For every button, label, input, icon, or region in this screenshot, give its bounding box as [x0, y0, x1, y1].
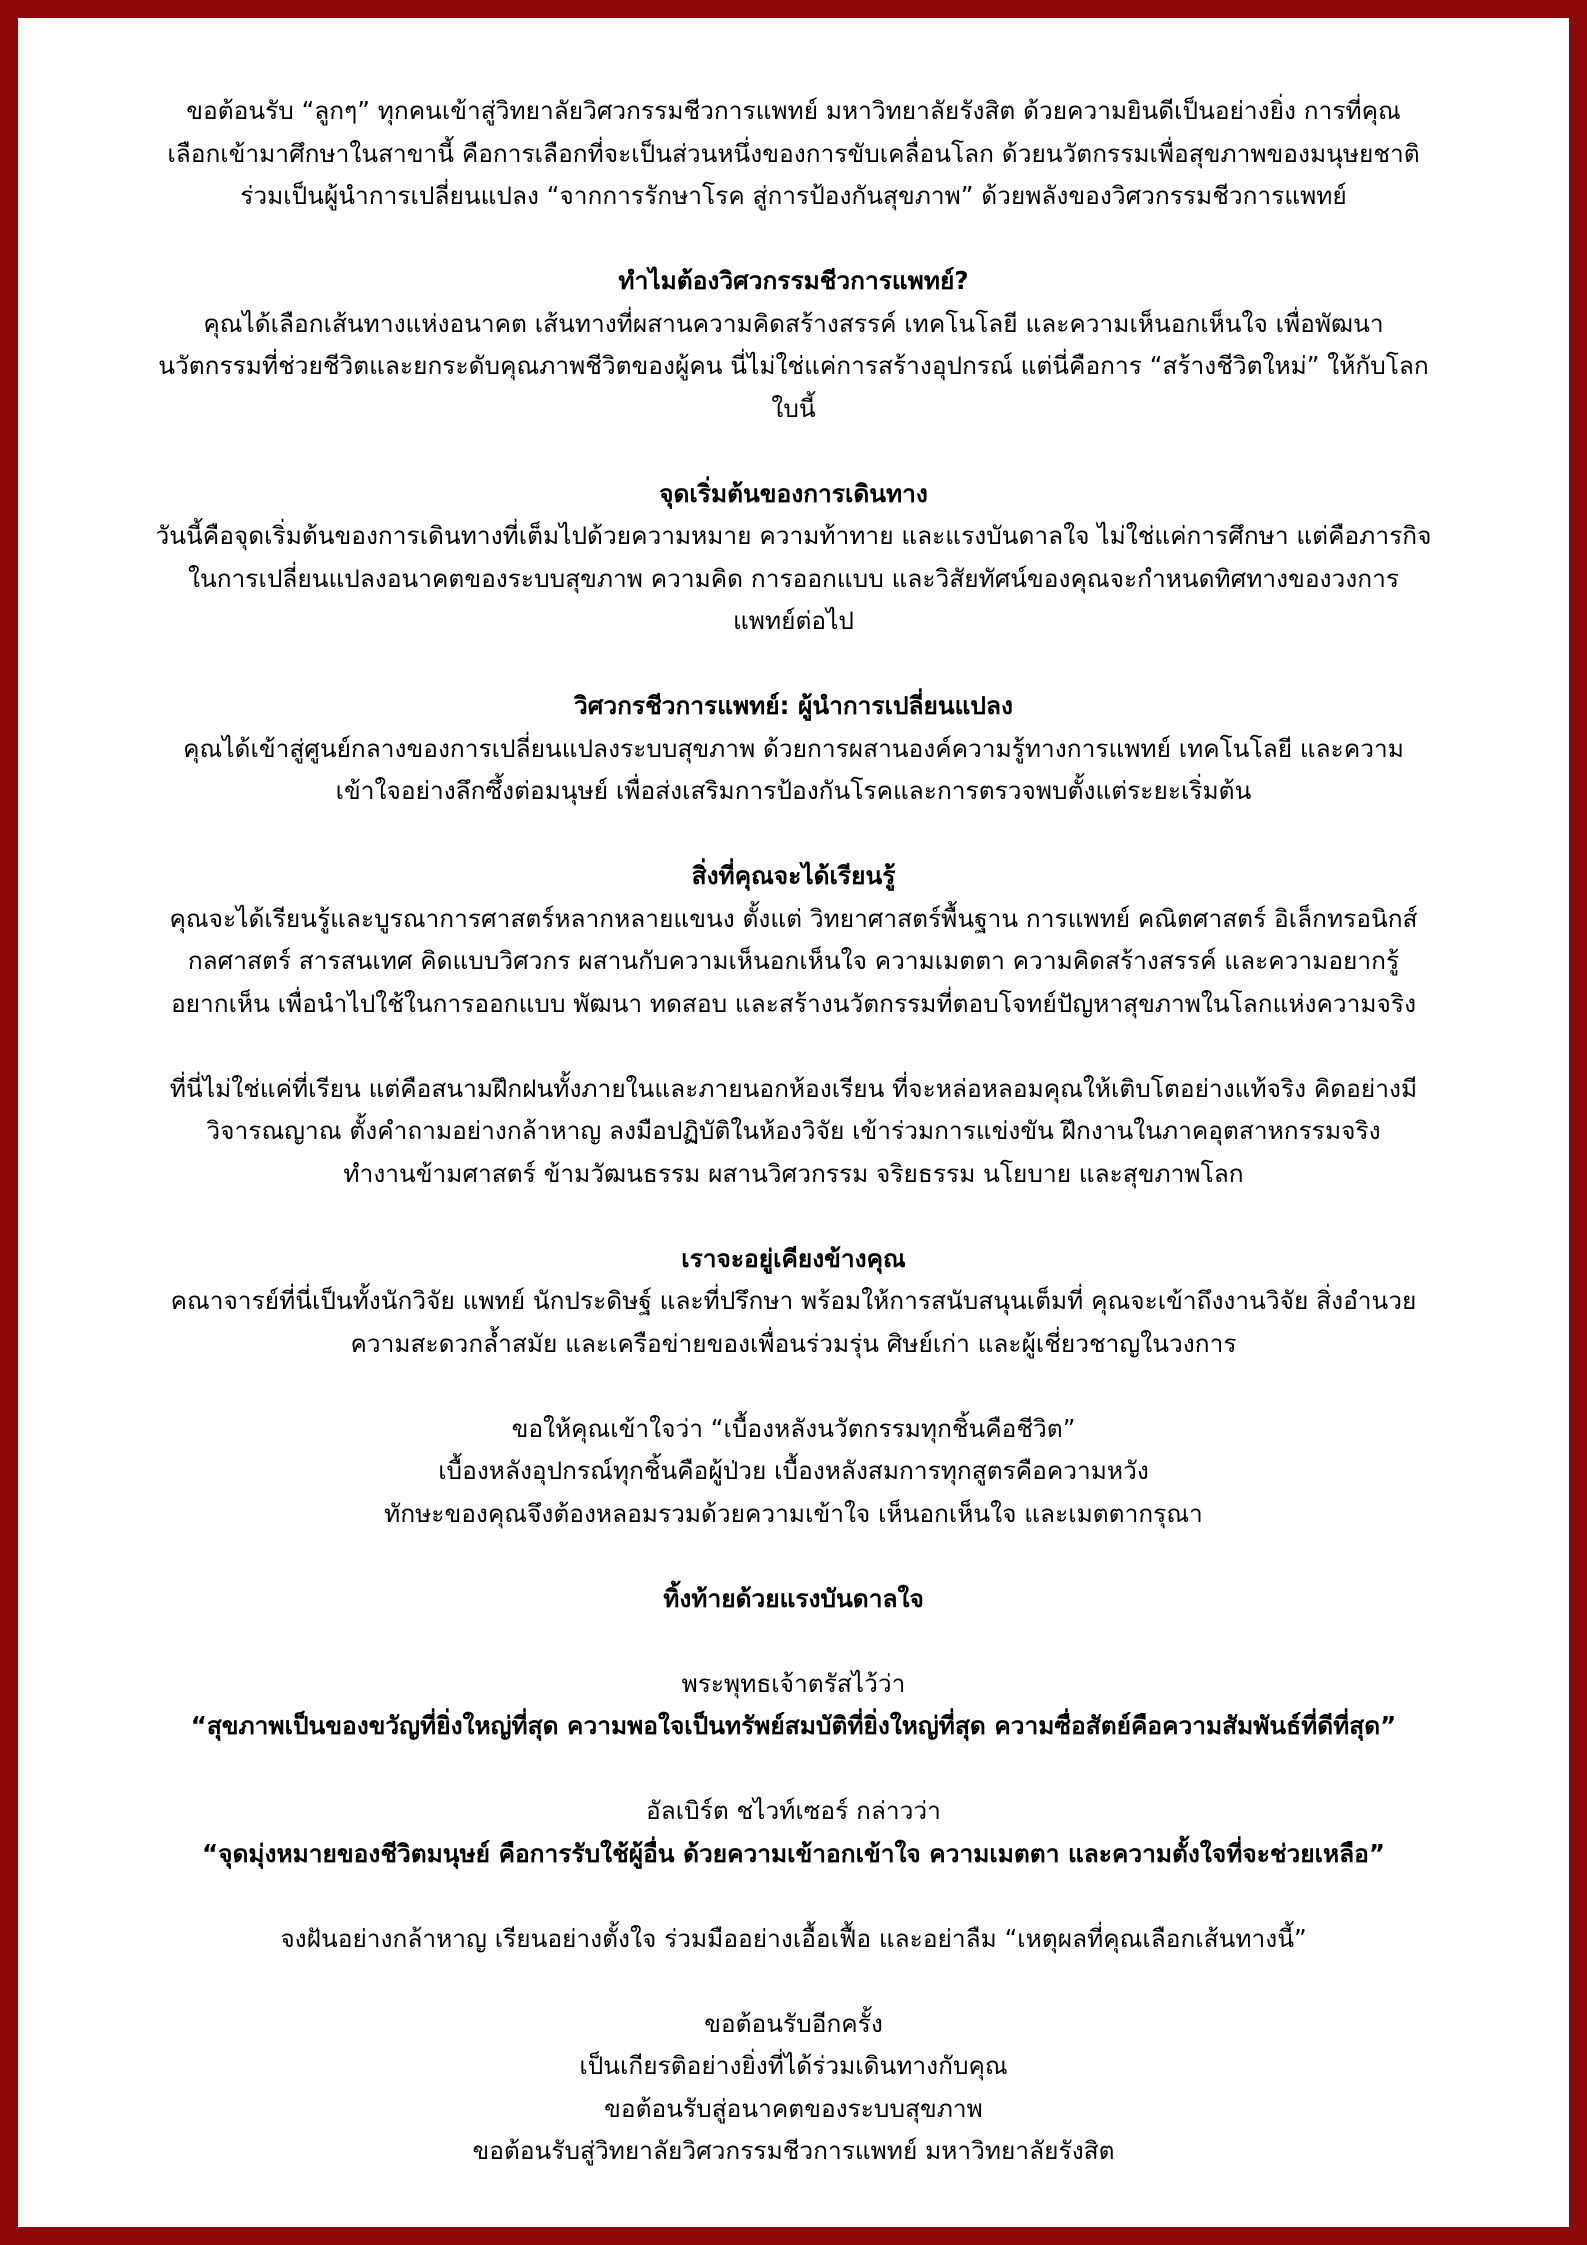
body-line: เบื้องหลังอุปกรณ์ทุกชิ้นคือผู้ป่วย เบื้องหลังสมการทุกสูตรคือความหวัง — [438, 1456, 1149, 1485]
dream-line: จงฝันอย่างกล้าหาญ เรียนอย่างตั้งใจ ร่วมมืออย่างเอื้อเฟื้อ และอย่าลืม “เหตุผลที่คุณเลือกเส้นทางนี้” — [280, 1923, 1307, 1953]
buddha-attribution: พระพุทธเจ้าตรัสไว้ว่า — [681, 1668, 906, 1698]
schweitzer-attribution: อัลเบิร์ต ชไวท์เซอร์ กล่าวว่า — [646, 1796, 941, 1825]
closing-line: ขอต้อนรับสู่วิทยาลัยวิศวกรรมชีวการแพทย์ มหาวิทยาลัยรังสิต — [472, 2136, 1115, 2165]
body-line: นวัตกรรมที่ช่วยชีวิตและยกระดับคุณภาพชีวิตของผู้คน นี่ไม่ใช่แค่การสร้างอุปกรณ์ แต่นี่คือการ “สร้างชีวิตใหม่” ให้กับโลก — [158, 351, 1429, 380]
section-body-practice — [40, 1068, 1547, 1196]
section-body-start — [40, 515, 1547, 643]
section-heading-inspire: ทิ้งท้ายด้วยแรงบันดาลใจ — [663, 1583, 924, 1613]
welcome-letter — [40, 90, 1547, 2173]
schweitzer-quote: “จุดมุ่งหมายของชีวิตมนุษย์ คือการรับใช้ผู้อื่น ด้วยความเข้าอกเข้าใจ ความเมตตา และความตั้งใจที่จะช่วยเหลือ” — [202, 1838, 1385, 1868]
body-line: คณาจารย์ที่นี่เป็นทั้งนักวิจัย แพทย์ นักประดิษฐ์ และที่ปรึกษา พร้อมให้การสนับสนุนเต็มที่ คุณจะเข้าถึงงานวิจัย สิ่งอำนวย — [170, 1286, 1417, 1315]
buddha-quote: “สุขภาพเป็นของขวัญที่ยิ่งใหญ่ที่สุด ความพอใจเป็นทรัพย์สมบัติที่ยิ่งใหญ่ที่สุด ความซื่อสัตย์คือความสัมพันธ์ที่ดีที่สุด” — [190, 1711, 1397, 1740]
intro-line: ขอต้อนรับ “ลูกๆ” ทุกคนเข้าสู่วิทยาลัยวิศวกรรมชีวการแพทย์ มหาวิทยาลัยรังสิต ด้วยความยินดีเป็นอย่างยิ่ง การที่คุณ — [186, 96, 1401, 125]
body-line: ขอให้คุณเข้าใจว่า “เบื้องหลังนวัตกรรมทุกชิ้นคือชีวิต” — [511, 1413, 1076, 1443]
body-line: ทำงานข้ามศาสตร์ ข้ามวัฒนธรรม ผสานวิศวกรรม จริยธรรม นโยบาย และสุขภาพโลก — [343, 1158, 1244, 1188]
body-line: ความสะดวกล้ำสมัย และเครือข่ายของเพื่อนร่วมรุ่น ศิษย์เก่า และผู้เชี่ยวชาญในวงการ — [350, 1328, 1237, 1358]
closing-paragraph — [40, 2003, 1547, 2173]
closing-line: ขอต้อนรับสู่อนาคตของระบบสุขภาพ — [604, 2093, 983, 2123]
body-line: คุณได้เลือกเส้นทางแห่งอนาคต เส้นทางที่ผสานความคิดสร้างสรรค์ เทคโนโลยี และความเห็นอกเห็นใจ เพื่อพัฒนา — [203, 308, 1384, 338]
body-line: วิจารณญาณ ตั้งคำถามอย่างกล้าหาญ ลงมือปฏิบัติในห้องวิจัย เข้าร่วมการแข่งขัน ฝึกงานในภาคอุตสาหกรรมจริง — [206, 1116, 1381, 1145]
body-line: ในการเปลี่ยนแปลงอนาคตของระบบสุขภาพ ความคิด การออกแบบ และวิสัยทัศน์ของคุณจะกำหนดทิศทางของวงการ — [188, 563, 1399, 593]
section-heading-learn: สิ่งที่คุณจะได้เรียนรู้ — [691, 861, 896, 890]
intro-line: เลือกเข้ามาศึกษาในสาขานี้ คือการเลือกที่จะเป็นส่วนหนึ่งของการขับเคลื่อนโลก ด้วยนวัตกรรมเพื่อสุขภาพของมนุษยชาติ — [167, 138, 1420, 168]
body-line: ใบนี้ — [771, 393, 816, 423]
section-body-understand — [40, 1408, 1547, 1536]
section-body-why — [40, 303, 1547, 431]
body-line: เข้าใจอย่างลึกซึ้งต่อมนุษย์ เพื่อส่งเสริมการป้องกันโรคและการตรวจพบตั้งแต่ระยะเริ่มต้น — [335, 776, 1252, 805]
closing-line: ขอต้อนรับอีกครั้ง — [704, 2008, 883, 2038]
section-body-learn — [40, 898, 1547, 1026]
body-line: ที่นี่ไม่ใช่แค่ที่เรียน แต่คือสนามฝึกฝนทั้งภายในและภายนอกห้องเรียน ที่จะหล่อหลอมคุณให้เติบโตอย่างแท้จริง คิดอย่างมี — [169, 1073, 1418, 1103]
body-line: แพทย์ต่อไป — [733, 606, 854, 635]
body-line: ทักษะของคุณจึงต้องหลอมรวมด้วยความเข้าใจ เห็นอกเห็นใจ และเมตตากรุณา — [384, 1498, 1203, 1528]
section-heading-start: จุดเริ่มต้นของการเดินทาง — [659, 478, 928, 508]
section-heading-leader: วิศวกรชีวการแพทย์: ผู้นำการเปลี่ยนแปลง — [574, 691, 1013, 720]
intro-line: ร่วมเป็นผู้นำการเปลี่ยนแปลง “จากการรักษาโรค สู่การป้องกันสุขภาพ” ด้วยพลังของวิศวกรรมชีวการแพทย์ — [240, 181, 1347, 210]
section-heading-support: เราจะอยู่เคียงข้างคุณ — [681, 1243, 906, 1273]
body-line: อยากเห็น เพื่อนำไปใช้ในการออกแบบ พัฒนา ทดสอบ และสร้างนวัตกรรมที่ตอบโจทย์ปัญหาสุขภาพในโลกแห่งความจริง — [170, 988, 1417, 1018]
section-body-support — [40, 1280, 1547, 1365]
body-line: กลศาสตร์ สารสนเทศ คิดแบบวิศวกร ผสานกับความเห็นอกเห็นใจ ความเมตตา ความคิดสร้างสรรค์ และความอยากรู้ — [187, 946, 1400, 975]
section-heading-why: ทำไมต้องวิศวกรรมชีวการแพทย์? — [618, 266, 969, 295]
closing-line: เป็นเกียรติอย่างยิ่งที่ได้ร่วมเดินทางกับคุณ — [579, 2051, 1008, 2080]
section-body-leader — [40, 728, 1547, 813]
body-line: คุณจะได้เรียนรู้และบูรณาการศาสตร์หลากหลายแขนง ตั้งแต่ วิทยาศาสตร์พื้นฐาน การแพทย์ คณิตศาสตร์ อิเล็กทรอนิกส์ — [169, 903, 1418, 933]
intro-paragraph — [40, 90, 1547, 218]
body-line: คุณได้เข้าสู่ศูนย์กลางของการเปลี่ยนแปลงระบบสุขภาพ ด้วยการผสานองค์ความรู้ทางการแพทย์ เทคโนโลยี และความ — [183, 733, 1404, 763]
body-line: วันนี้คือจุดเริ่มต้นของการเดินทางที่เต็มไปด้วยความหมาย ความท้าทาย และแรงบันดาลใจ ไม่ใช่แค่การศึกษา แต่คือภารกิจ — [155, 521, 1432, 550]
